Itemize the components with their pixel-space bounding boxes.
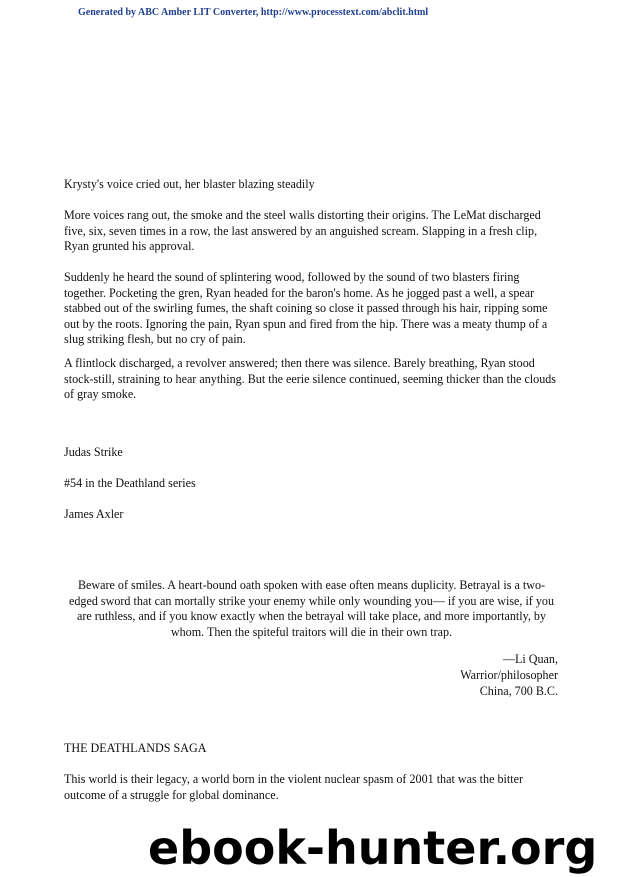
book-author: James Axler: [64, 507, 124, 521]
excerpt-paragraph-2: More voices rang out, the smoke and the steel walls distorting their origins. The LeMat discharged five, six, seven times in a row, the last answered by an anguished scream. Slapping in a fresh clip, Ryan grunted his approval.: [64, 208, 541, 254]
saga-heading: THE DEATHLANDS SAGA: [64, 741, 207, 755]
epigraph-attribution-place: China, 700 B.C.: [479, 684, 558, 698]
excerpt-paragraph-4: A flintlock discharged, a revolver answered; then there was silence. Barely breathing, Ryan stood stock-still, straining to hear anything. But the eerie silence continued, seeming thicker than the clouds of gray smoke.: [64, 356, 557, 402]
saga-intro: This world is their legacy, a world born in the violent nuclear spasm of 2001 that was the bitter outcome of a struggle for global dominance.: [64, 772, 524, 802]
excerpt-paragraph-1: Krysty's voice cried out, her blaster blazing steadily: [64, 177, 315, 191]
epigraph-text: Beware of smiles. A heart-bound oath spoken with ease often means duplicity. Betrayal is a two-edged sword that can mortally strike your enemy while only wounding you— if you are wise, if you are ruthless, and if you know exactly when the betrayal will take place, and more importantly, by whom. Then the spiteful traitors will die in their own trap.: [69, 578, 554, 639]
book-series: #54 in the Deathland series: [64, 476, 196, 490]
converter-header: Generated by ABC Amber LIT Converter, http://www.processtext.com/abclit.html: [78, 7, 429, 18]
epigraph-attribution-name: —Li Quan,: [502, 652, 558, 666]
watermark-text: ebook-hunter.org: [148, 821, 598, 875]
book-title: Judas Strike: [64, 445, 123, 459]
excerpt-paragraph-3: Suddenly he heard the sound of splintering wood, followed by the sound of two blasters firing together. Pocketing the gren, Ryan headed for the baron's home. As he jogged past a well, a spear stabbed out of the swirling fumes, the shaft coining so close it passed through his hair, ripping some out by the roots. Ignoring the pain, Ryan spun and fired from the hip. There was a meaty thump of a slug striking flesh, but no cry of pain.: [64, 270, 548, 347]
epigraph-attribution-role: Warrior/philosopher: [460, 668, 558, 682]
